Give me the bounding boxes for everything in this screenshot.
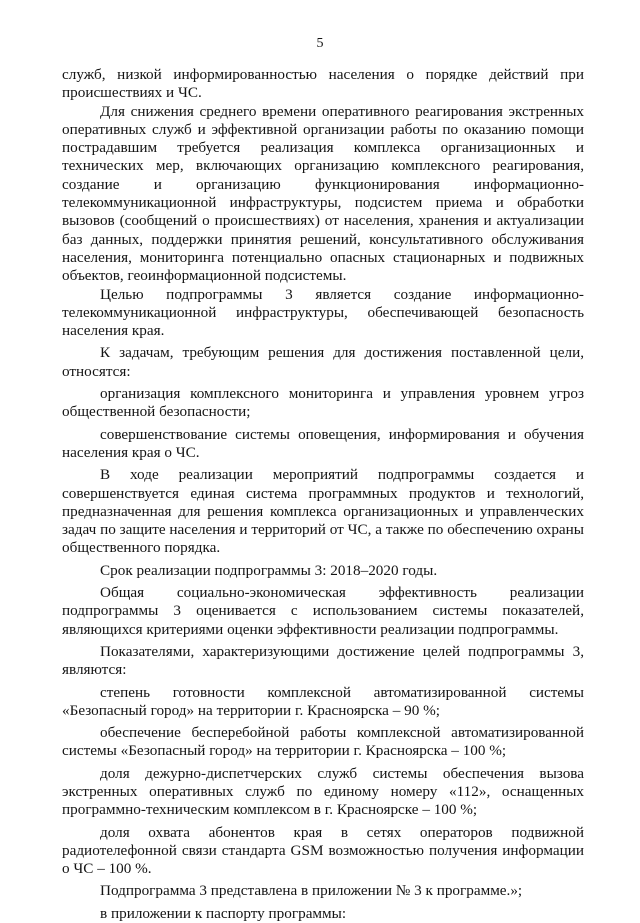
paragraph: Срок реализации подпрограммы 3: 2018–2020 годы. — [100, 561, 438, 579]
page-number: 5 — [316, 36, 324, 51]
paragraph: В ходе реализации мероприятий подпрограммы создается и совершенствуется единая система программных продуктов и технологий, предназначенная для решения комплекса организационных и управленческих задач по защите населения и территорий от ЧС, а также по обеспечению охраны общественного порядка. — [62, 466, 584, 557]
paragraph: в приложении к паспорту программы: — [100, 904, 347, 922]
list-item: доля дежурно-диспетчерских служб системы обеспечения вызова экстренных оперативных служб по единому номеру «112», оснащенных программно-техническим комплексом в г. Красноярске – 100 %; — [62, 764, 584, 819]
list-item: организация комплексного мониторинга и управления уровнем угроз общественной безопасности; — [62, 385, 584, 421]
paragraph: Для снижения среднего времени оперативного реагирования экстренных оперативных служб и эффективной организации работы по оказанию помощи пострадавшим требуется реализация комплекса организационных и технических мер, включающих организацию комплексного реагирования, создание и организацию функционирования информационно-телекоммуникационной инфраструктуры, подсистем приема и обработки вызовов (сообщений о происшествиях) от населения, хранения и актуализации баз данных, поддержки принятия решений, консультативного обслуживания населения, мониторинга потенциально опасных стационарных и подвижных объектов, геоинформационной подсистемы. — [62, 102, 584, 285]
paragraph: Общая социально-экономическая эффективность реализации подпрограммы 3 оценивается с использованием системы показателей, являющихся критериями оценки эффективности реализации подпрограммы. — [62, 584, 584, 638]
paragraph: Подпрограмма 3 представлена в приложении № 3 к программе.»; — [100, 882, 523, 900]
list-item: доля охвата абонентов края в сетях операторов подвижной радиотелефонной связи стандарта GSM возможностью получения информации о ЧС – 100 %. — [62, 823, 584, 878]
list-item: совершенствование системы оповещения, информирования и обучения населения края о ЧС. — [62, 425, 584, 461]
list-item: степень готовности комплексной автоматизированной системы «Безопасный город» на территории г. Красноярска – 90 %; — [62, 683, 584, 719]
paragraph: К задачам, требующим решения для достижения поставленной цели, относятся: — [62, 344, 584, 380]
paragraph: Показателями, характеризующими достижение целей подпрограммы 3, являются: — [62, 642, 584, 679]
paragraph: служб, низкой информированностью населения о порядке действий при происшествиях и ЧС. — [62, 66, 584, 102]
document-body — [62, 66, 584, 923]
list-item: обеспечение бесперебойной работы комплексной автоматизированной системы «Безопасный город» на территории г. Красноярска – 100 %; — [62, 724, 584, 760]
paragraph: Целью подпрограммы 3 является создание информационно-телекоммуникационной инфраструктуры, обеспечивающей безопасность населения края. — [62, 285, 584, 340]
